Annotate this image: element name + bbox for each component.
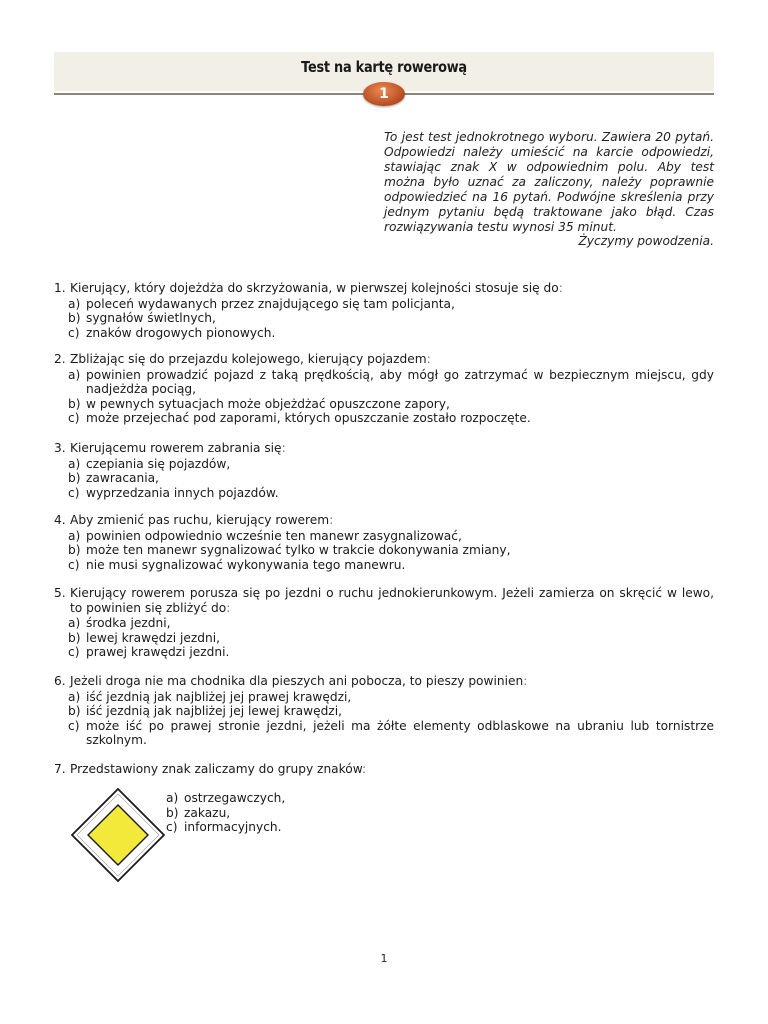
answer-letter: a) [68,528,81,543]
answer-text: może przejechać pod zaporami, których opuszczanie zostało rozpoczęte. [86,411,531,426]
question-stem [54,352,714,367]
answer-letter: a) [68,296,81,311]
question-colon: : [329,513,334,527]
question-text: Kierującemu rowerem zabrania się [70,441,282,455]
question-text: Kierujący, który dojeżdża do skrzyżowania, w pierwszej kolejności stosuje się do [70,281,559,295]
answer-option[interactable] [54,411,714,426]
answer-text: poleceń wydawanych przez znajdującego się tam policjanta, [86,296,455,311]
answer-option[interactable] [54,471,714,486]
answer-letter: b) [166,805,179,820]
question-stem [54,586,714,615]
answer-text: lewej krawędzi jezdni, [86,630,221,645]
question-3 [54,441,714,500]
question-7 [54,762,714,778]
answer-letter: b) [68,396,81,411]
question-colon: : [281,441,286,455]
answer-letter: b) [68,311,81,326]
question-text: Zbliżając się do przejazdu kolejowego, kierujący pojazdem [70,352,427,366]
answer-text: iść jezdnią jak najbliżej jej prawej krawędzi, [86,689,352,704]
answer-text: środka jezdni, [86,616,171,631]
answer-option[interactable] [54,297,714,312]
question-stem [54,513,714,528]
answer-letter: c) [166,820,178,835]
question-stem [54,441,714,456]
intro-paragraph: To jest test jednokrotnego wyboru. Zawiera 20 pytań. Odpowiedzi należy umieścić na karcie odpowiedzi, stawiając znak X w odpowiednim polu. Aby test można było uznać za zaliczony, należy poprawnie odpowiedzieć na 16 pytań. Podwójne skreślenia przy jednym pytaniu będą traktowane jako błąd. Czas rozwiązywania testu wynosi 35 minut. [384,130,714,234]
answer-text: informacyjnych. [184,820,282,835]
answer-letter: c) [68,557,80,572]
answer-option[interactable] [54,616,714,631]
question-text: Przedstawiony znak zaliczamy do grupy znaków [70,762,363,776]
question-stem [54,762,714,777]
question-number: 2. [54,352,66,366]
answer-letter: c) [68,645,80,660]
answer-letter: c) [68,411,80,426]
answer-option[interactable] [54,326,714,341]
question-colon: : [226,600,231,615]
answer-text: znaków drogowych pionowych. [86,325,276,340]
answer-letter: a) [68,367,81,382]
answer-option[interactable] [54,645,714,660]
answer-option[interactable] [54,719,714,748]
question-colon: : [523,674,528,688]
question-number: 1. [54,281,66,295]
question-number: 5. [54,586,66,600]
question-2 [54,352,714,426]
answer-text: ostrzegawczych, [184,791,286,805]
answer-letter: c) [68,325,80,340]
answer-text: zakazu, [184,805,231,820]
answer-option[interactable] [54,486,714,501]
question-4 [54,513,714,572]
answer-letter: a) [68,456,81,471]
answer-text: czepiania się pojazdów, [86,456,231,471]
answer-option[interactable] [54,397,714,412]
question-6 [54,674,714,748]
answer-letter: a) [68,689,81,704]
answer-letter: b) [68,704,81,719]
question-colon: : [426,352,431,366]
answer-option[interactable] [54,690,714,705]
answer-text: prawej krawędzi jezdni. [86,645,230,660]
question-7-answers [152,791,285,835]
answer-option[interactable] [54,704,714,719]
answer-text: iść jezdnią jak najbliżej jej lewej krawędzi, [86,704,342,719]
answer-text: zawracania, [86,471,159,486]
question-stem [54,281,714,296]
question-text: Kierujący rowerem porusza się po jezdni o ruchu jednokierunkowym. Jeżeli zamierza on skręcić w lewo, to powinien się zbliżyć do [70,586,714,615]
answer-option[interactable] [152,820,285,835]
answer-option[interactable] [54,558,714,573]
intro-wishes: Życzymy powodzenia. [578,234,714,248]
question-colon: : [362,762,367,776]
section-number-badge: 1 [363,82,405,106]
question-number: 3. [54,441,66,455]
answer-option[interactable] [54,457,714,472]
answer-text: powinien odpowiednio wcześnie ten manewr zasygnalizować, [86,528,462,543]
page-title: Test na kartę rowerową [301,58,467,76]
question-stem [54,674,714,689]
main-road-sign-icon [71,788,165,882]
answer-text: może ten manewr sygnalizować tylko w trakcie dokonywania zmiany, [86,543,511,558]
answer-text: sygnałów świetlnych, [86,311,216,326]
answer-letter: b) [68,543,81,558]
answer-letter: c) [68,718,80,733]
answer-letter: b) [68,630,81,645]
answer-option[interactable] [152,806,285,821]
answer-text: w pewnych sytuacjach może objeżdżać opuszczone zapory, [86,396,450,411]
answer-text: powinien prowadzić pojazd z taką prędkością, aby mógł go zatrzymać w bezpiecznym miejscu, gdy nadjeżdża pociąg, [86,367,714,397]
question-1 [54,281,714,340]
question-colon: : [558,281,563,295]
answer-letter: b) [68,471,81,486]
question-text: Aby zmienić pas ruchu, kierujący rowerem [70,513,330,527]
answer-text: może iść po prawej stronie jezdni, jeżeli ma żółte elementy odblaskowe na ubraniu lub tornistrze szkolnym. [86,718,714,748]
answer-option[interactable] [54,311,714,326]
answer-option[interactable] [54,543,714,558]
answer-option[interactable] [54,368,714,397]
answer-text: wyprzedzania innych pojazdów. [86,485,279,500]
answer-option[interactable] [54,631,714,646]
question-5 [54,586,714,660]
question-text: Jeżeli droga nie ma chodnika dla pieszych ani pobocza, to pieszy powinien [70,674,524,688]
question-number: 4. [54,513,66,527]
question-number: 7. [54,762,66,776]
page-number: 1 [380,952,388,965]
answer-letter: a) [166,791,179,805]
question-number: 6. [54,674,66,688]
answer-text: nie musi sygnalizować wykonywania tego manewru. [86,557,406,572]
answer-letter: a) [68,616,81,631]
answer-option[interactable] [152,791,285,806]
answer-option[interactable] [54,529,714,544]
answer-letter: c) [68,485,80,500]
